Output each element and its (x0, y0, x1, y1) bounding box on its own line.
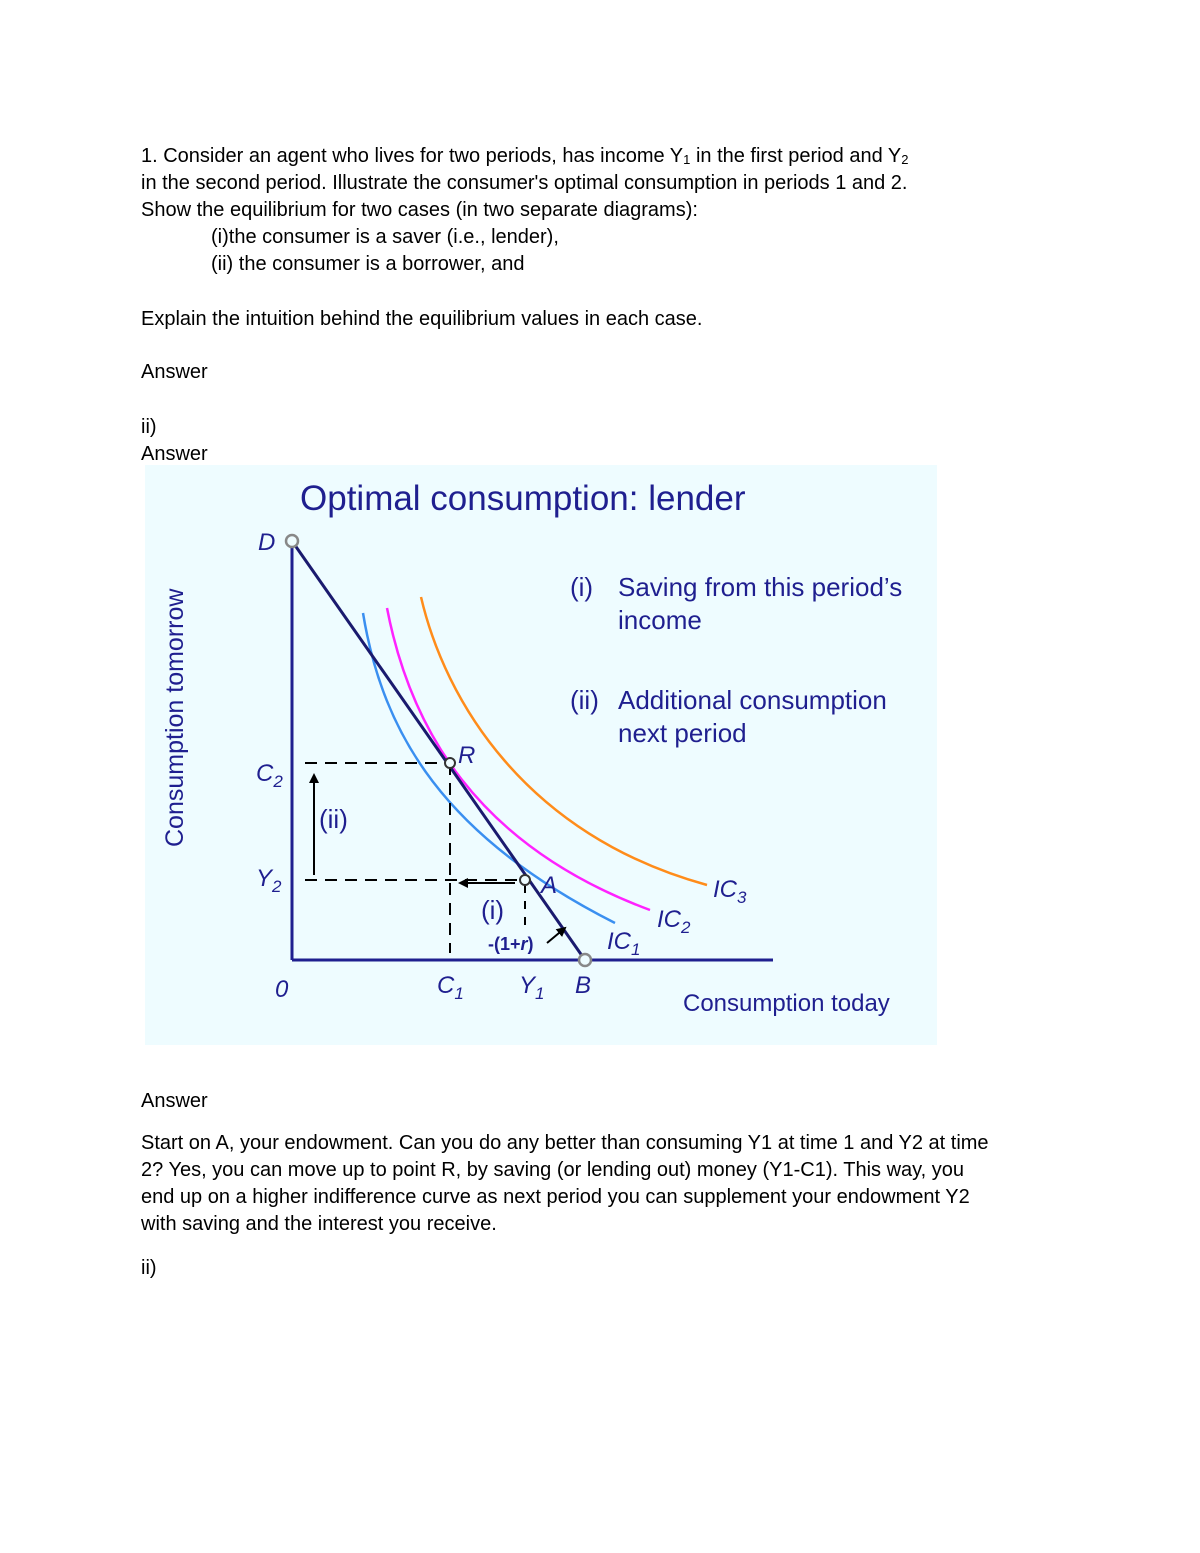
question-line-1: 1. Consider an agent who lives for two periods, has income $Y_1$ in the first period and $Y_2$ (141, 145, 909, 167)
point-b-marker (579, 954, 591, 966)
legend-ii-line1: Additional consumption (618, 685, 887, 715)
answer-label-1: Answer (141, 361, 208, 383)
answer-text-line-3: end up on a higher indifference curve as next period you can supplement your endowment Y2 (141, 1186, 970, 1208)
y-axis-label: Consumption tomorrow (161, 588, 189, 847)
point-a-marker (520, 875, 530, 885)
point-a-label: A (541, 872, 558, 899)
question-line-3: Show the equilibrium for two cases (in two separate diagrams): (141, 199, 698, 221)
question-case-i: (i)the consumer is a saver (i.e., lender), (211, 226, 559, 248)
origin-label: 0 (275, 976, 289, 1003)
slope-label: -(1+r) (488, 934, 534, 954)
answer-label-3: Answer (141, 1090, 208, 1112)
slope-arrow (547, 928, 565, 943)
point-b-label: B (575, 972, 592, 999)
arrow-i-label: (i) (481, 895, 505, 925)
answer-text-line-2: 2? Yes, you can move up to point R, by saving (or lending out) money (Y1-C1). This way, you (141, 1159, 965, 1181)
c1-label: $C_1$ (437, 972, 464, 1003)
part-ii-label-1: ii) (141, 416, 157, 438)
c2-label: $C_2$ (256, 760, 283, 791)
ic2-label: $IC_2$ (657, 906, 691, 937)
legend-ii-line2: next period (618, 718, 747, 748)
ic3-label: $IC_3$ (713, 876, 747, 907)
figure-title: Optimal consumption: lender (300, 479, 746, 518)
ic1-label: $IC_1$ (607, 928, 641, 959)
point-r-label: R (458, 742, 476, 769)
question-line-2: in the second period. Illustrate the consumer's optimal consumption in periods 1 and 2. (141, 172, 908, 194)
answer-text-line-4: with saving and the interest you receive. (141, 1213, 497, 1235)
point-d-marker (286, 535, 298, 547)
lender-diagram (145, 465, 937, 1045)
part-ii-label-2: ii) (141, 1257, 157, 1279)
question-explain: Explain the intuition behind the equilibrium values in each case. (141, 308, 703, 330)
point-d-label: D (258, 529, 276, 556)
y1-label: $Y_1$ (519, 972, 545, 1003)
lender-diagram-svg (145, 465, 937, 1045)
answer-text-line-1: Start on A, your endowment. Can you do any better than consuming Y1 at time 1 and Y2 at time (141, 1132, 989, 1154)
point-r-marker (445, 758, 455, 768)
arrow-ii-label: (ii) (319, 804, 348, 834)
legend-ii-number: (ii) (570, 685, 599, 715)
legend-i-number: (i) (570, 572, 594, 602)
answer-label-2: Answer (141, 443, 208, 465)
legend-i-line1: Saving from this period’s (618, 572, 903, 602)
question-case-ii: (ii) the consumer is a borrower, and (211, 253, 525, 275)
x-axis-label: Consumption today (683, 990, 890, 1017)
y2-label: $Y_2$ (256, 865, 282, 896)
legend-i-line2: income (618, 605, 702, 635)
